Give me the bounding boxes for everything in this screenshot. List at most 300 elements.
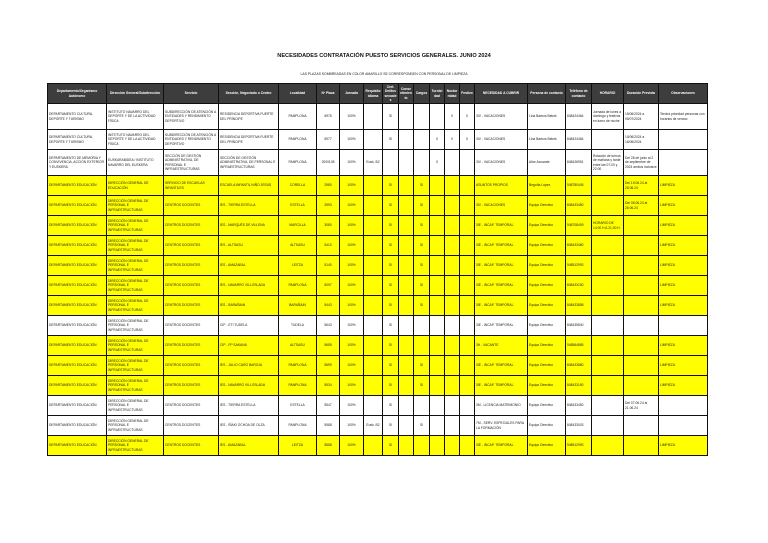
cell-workday: 100% bbox=[340, 236, 364, 256]
cell-holiday bbox=[460, 150, 475, 176]
cell-language-requirement bbox=[364, 396, 383, 416]
cell-night-work bbox=[445, 336, 460, 356]
cell-section-center: IES - NAVARRO VILLOSLADA bbox=[219, 376, 279, 396]
cell-section-center: IES - BARAÑAIN bbox=[219, 296, 279, 316]
column-header-directorate: Dirección General/Subdirección bbox=[107, 84, 164, 104]
cell-criminal-certificate: SI bbox=[383, 336, 399, 356]
cell-charges: SI bbox=[414, 276, 430, 296]
cell-locality: ESTELLA bbox=[279, 196, 317, 216]
cell-department: DEPARTAMENTO EDUCACIÓN bbox=[48, 316, 107, 336]
cell-department: DEPARTAMENTO EDUCACIÓN bbox=[48, 236, 107, 256]
cell-charges: SI bbox=[414, 376, 430, 396]
cell-holiday bbox=[460, 196, 475, 216]
cell-night-work bbox=[445, 356, 460, 376]
cell-need-to-cover: ASUNTOS PROPIOS bbox=[475, 176, 528, 196]
cell-shift-work bbox=[430, 376, 445, 396]
cell-locality: ALTSASU bbox=[279, 236, 317, 256]
cell-expected-duration bbox=[624, 336, 659, 356]
cell-service: CENTROS DOCENTES bbox=[164, 296, 219, 316]
table-row bbox=[48, 176, 708, 196]
table-row bbox=[48, 150, 708, 176]
cell-charges: SI bbox=[414, 296, 430, 316]
column-header-position-number: Nº Plaza bbox=[317, 84, 340, 104]
cell-contact-phone: 948780445 bbox=[566, 176, 592, 196]
cell-expected-duration bbox=[624, 416, 659, 436]
cell-contact-person: Equipo Directivo bbox=[528, 296, 566, 316]
cell-department: DEPARTAMENTO EDUCACIÓN bbox=[48, 336, 107, 356]
table-row bbox=[48, 296, 708, 316]
cell-schedule bbox=[592, 396, 624, 416]
cell-need-to-cover: 7M - SERV. ESPECIALES PARA LA FORMACIÓN bbox=[475, 416, 528, 436]
column-header-workday: Jornada bbox=[340, 84, 364, 104]
cell-section-center: IES - TIERRA ESTELLA bbox=[219, 396, 279, 416]
cell-expected-duration bbox=[624, 316, 659, 336]
cell-expected-duration bbox=[624, 356, 659, 376]
cell-workday: 100% bbox=[340, 130, 364, 150]
cell-charges bbox=[414, 130, 430, 150]
cell-holiday: X bbox=[460, 104, 475, 130]
cell-section-center: IES - JULIO CARO BAROJA bbox=[219, 356, 279, 376]
cell-directorate: DIRECCIÓN GENERAL DE PERSONAL E INFRAESTRUCTURAS bbox=[107, 236, 164, 256]
cell-expected-duration: 15/06/2024 a 16/06/2024 bbox=[624, 130, 659, 150]
cell-contact-person: Lina Barbos Bekek bbox=[528, 104, 566, 130]
cell-department: DEPARTAMENTO EDUCACIÓN bbox=[48, 196, 107, 216]
cell-charges: SI bbox=[414, 196, 430, 216]
cell-locality: PAMPLONA bbox=[279, 104, 317, 130]
cell-position-number: 5699 bbox=[317, 356, 340, 376]
cell-expected-duration bbox=[624, 276, 659, 296]
column-header-department: Departamento/Organismo Autónomo bbox=[48, 84, 107, 104]
table-row bbox=[48, 376, 708, 396]
cell-schedule: HORARIO DE 14:00 H A 21:30 H bbox=[592, 216, 624, 236]
cell-section-center: SECCIÓN DE GESTIÓN ADMINISTRATIVA, DE PERSONAL E INFRAESTRUCTURAS bbox=[219, 150, 279, 176]
table-row bbox=[48, 416, 708, 436]
cell-directorate: DIRECCIÓN GENERAL DE PERSONAL E INFRAESTRUCTURAS bbox=[107, 276, 164, 296]
cell-section-center: IES - TIERRA ESTELLA bbox=[219, 196, 279, 216]
column-header-night-work: Nocturnidad bbox=[445, 84, 460, 104]
cell-service: SUBDIRECCIÓN DE ATENCIÓN A ENTIDADES Y RENDIMIENTO DEPORTIVO bbox=[164, 130, 219, 150]
cell-position-number: 2993 bbox=[317, 196, 340, 216]
cell-holiday bbox=[460, 316, 475, 336]
cell-expected-duration bbox=[624, 436, 659, 456]
cell-criminal-certificate bbox=[383, 150, 399, 176]
cell-directorate: DIRECCIÓN GENERAL DE EDUCACIÓN bbox=[107, 176, 164, 196]
cell-criminal-certificate: SI bbox=[383, 316, 399, 336]
cell-criminal-certificate: SI bbox=[383, 416, 399, 436]
cell-shift-work: X bbox=[430, 130, 445, 150]
cell-need-to-cover: 3IE - INCAP. TEMPORAL bbox=[475, 296, 528, 316]
cell-workday: 100% bbox=[340, 104, 364, 130]
cell-language-requirement bbox=[364, 436, 383, 456]
cell-locality: PAMPLONA bbox=[279, 130, 317, 150]
cell-schedule bbox=[592, 376, 624, 396]
cell-contact-phone: 848426951 bbox=[566, 150, 592, 176]
cell-workday: 100% bbox=[340, 396, 364, 416]
cell-department: DEPARTAMENTO EDUCACIÓN bbox=[48, 176, 107, 196]
cell-expected-duration bbox=[624, 296, 659, 316]
cell-position-number: 5534 bbox=[317, 376, 340, 396]
cell-holiday bbox=[460, 296, 475, 316]
cell-charges bbox=[414, 150, 430, 176]
cell-department: DEPARTAMENTO CULTURA, DEPORTE Y TURISMO bbox=[48, 130, 107, 150]
cell-department: DEPARTAMENTO EDUCACIÓN bbox=[48, 376, 107, 396]
cell-position-number: 5547 bbox=[317, 396, 340, 416]
column-header-language-requirement: Requisito idioma bbox=[364, 84, 383, 104]
staffing-needs-table bbox=[47, 83, 708, 456]
column-header-service: Servicio bbox=[164, 84, 219, 104]
cell-language-requirement bbox=[364, 104, 383, 130]
cell-service: CENTROS DOCENTES bbox=[164, 436, 219, 456]
cell-charges: SI bbox=[414, 216, 430, 236]
cell-section-center: IES - ALTSASU bbox=[219, 236, 279, 256]
cell-language-requirement bbox=[364, 376, 383, 396]
cell-section-center: ESCUELA INFANTIL NIÑO JESÚS bbox=[219, 176, 279, 196]
cell-need-to-cover: 3IV - VACACIONES bbox=[475, 196, 528, 216]
cell-consent bbox=[399, 336, 414, 356]
document-title: NECESIDADES CONTRATACIÓN PUESTO SERVICIOS GENERALES. JUNIO 2024 bbox=[277, 53, 491, 59]
cell-contact-phone: 848424464 bbox=[566, 104, 592, 130]
table-row bbox=[48, 256, 708, 276]
cell-shift-work: X bbox=[430, 150, 445, 176]
cell-charges bbox=[414, 104, 430, 130]
cell-holiday bbox=[460, 396, 475, 416]
cell-charges: SI bbox=[414, 416, 430, 436]
cell-directorate: DIRECCIÓN GENERAL DE PERSONAL E INFRAESTRUCTURAS bbox=[107, 196, 164, 216]
cell-position-number: 5655 bbox=[317, 336, 340, 356]
table-row bbox=[48, 236, 708, 256]
cell-need-to-cover: 3M - LICENCIA MATRIMONIO bbox=[475, 396, 528, 416]
cell-expected-duration bbox=[624, 216, 659, 236]
cell-language-requirement bbox=[364, 236, 383, 256]
cell-schedule bbox=[592, 316, 624, 336]
cell-contact-phone: 848435840 bbox=[566, 316, 592, 336]
cell-directorate: DIRECCIÓN GENERAL DE PERSONAL E INFRAESTRUCTURAS bbox=[107, 216, 164, 236]
cell-contact-phone: 848433858 bbox=[566, 296, 592, 316]
cell-schedule bbox=[592, 176, 624, 196]
cell-criminal-certificate: SI bbox=[383, 436, 399, 456]
table-row bbox=[48, 216, 708, 236]
cell-language-requirement bbox=[364, 316, 383, 336]
cell-holiday bbox=[460, 376, 475, 396]
column-header-expected-duration: Duración Prevista bbox=[624, 84, 659, 104]
cell-position-number: 5588 bbox=[317, 416, 340, 436]
cell-criminal-certificate: SI bbox=[383, 176, 399, 196]
document-subtitle: LAS PLAZAS SOMBREADAS EN COLOR AMARILLO SE CORRESPONDEN CON PERSONAL DE LIMPIEZA bbox=[300, 72, 468, 76]
cell-contact-person: Equipo Directivo bbox=[528, 436, 566, 456]
cell-need-to-cover: 3IE - INCAP. TEMPORAL bbox=[475, 236, 528, 256]
cell-contact-phone: 848433150 bbox=[566, 376, 592, 396]
cell-locality: PAMPLONA bbox=[279, 356, 317, 376]
cell-night-work bbox=[445, 216, 460, 236]
cell-night-work bbox=[445, 416, 460, 436]
cell-language-requirement bbox=[364, 276, 383, 296]
cell-schedule bbox=[592, 296, 624, 316]
cell-contact-person: Begoña López bbox=[528, 176, 566, 196]
cell-holiday bbox=[460, 436, 475, 456]
cell-consent bbox=[399, 356, 414, 376]
cell-service: CENTROS DOCENTES bbox=[164, 396, 219, 416]
cell-night-work bbox=[445, 276, 460, 296]
cell-contact-phone: 848433480 bbox=[566, 236, 592, 256]
cell-holiday bbox=[460, 356, 475, 376]
table-row bbox=[48, 336, 708, 356]
cell-locality: LEITZA bbox=[279, 436, 317, 456]
cell-expected-duration bbox=[624, 236, 659, 256]
cell-expected-duration bbox=[624, 376, 659, 396]
cell-service: SERVICIO DE ESCUELAS INFANTILES bbox=[164, 176, 219, 196]
cell-section-center: RESIDENCIA DEPORTIVA FUERTE DEL PRÍNCIPE bbox=[219, 104, 279, 130]
cell-workday: 100% bbox=[340, 216, 364, 236]
cell-holiday bbox=[460, 216, 475, 236]
cell-locality: ALTSASU bbox=[279, 336, 317, 356]
cell-contact-person: Equipo Directivo bbox=[528, 316, 566, 336]
cell-directorate: DIRECCIÓN GENERAL DE PERSONAL E INFRAESTRUCTURAS bbox=[107, 396, 164, 416]
cell-need-to-cover: 3IV - VACACIONES bbox=[475, 104, 528, 130]
cell-night-work bbox=[445, 396, 460, 416]
cell-shift-work bbox=[430, 316, 445, 336]
cell-shift-work bbox=[430, 276, 445, 296]
cell-position-number: 3080 bbox=[317, 216, 340, 236]
cell-schedule bbox=[592, 416, 624, 436]
cell-contact-phone: 848424464 bbox=[566, 130, 592, 150]
cell-holiday bbox=[460, 236, 475, 256]
cell-directorate: DIRECCIÓN GENERAL DE PERSONAL E INFRAESTRUCTURAS bbox=[107, 436, 164, 456]
cell-holiday: X bbox=[460, 130, 475, 150]
cell-section-center: IES - AMAZABAL bbox=[219, 256, 279, 276]
table-row bbox=[48, 276, 708, 296]
cell-position-number: 2980 bbox=[317, 176, 340, 196]
cell-contact-person: Equipo Directivo bbox=[528, 216, 566, 236]
cell-service: CENTROS DOCENTES bbox=[164, 356, 219, 376]
cell-need-to-cover: 3IE - INCAP. TEMPORAL bbox=[475, 316, 528, 336]
cell-workday: 100% bbox=[340, 150, 364, 176]
cell-schedule: Jornada de lunes a domingo y festivos en turno de noche bbox=[592, 104, 624, 130]
cell-language-requirement bbox=[364, 196, 383, 216]
cell-criminal-certificate: SI bbox=[383, 236, 399, 256]
cell-contact-person: Equipo Directivo bbox=[528, 236, 566, 256]
cell-expected-duration: Del 05.06.24 al 28.06.24 bbox=[624, 196, 659, 216]
cell-need-to-cover: 3IE - INCAP. TEMPORAL bbox=[475, 436, 528, 456]
cell-schedule bbox=[592, 236, 624, 256]
cell-observations: LIMPIEZA bbox=[659, 336, 708, 356]
cell-schedule: Rotación de turnos de mañana y tarde entre las 07:00 y 22:00 bbox=[592, 150, 624, 176]
cell-observations: LIMPIEZA bbox=[659, 236, 708, 256]
cell-contact-phone: 848433150 bbox=[566, 276, 592, 296]
cell-contact-person: Aitor Azcarate bbox=[528, 150, 566, 176]
cell-charges bbox=[414, 336, 430, 356]
cell-locality: PAMPLONA bbox=[279, 416, 317, 436]
cell-contact-phone: 848433880 bbox=[566, 356, 592, 376]
cell-shift-work bbox=[430, 216, 445, 236]
cell-shift-work bbox=[430, 196, 445, 216]
cell-holiday bbox=[460, 416, 475, 436]
cell-section-center: CIP - FP SAKANA bbox=[219, 336, 279, 356]
cell-locality: PAMPLONA bbox=[279, 376, 317, 396]
cell-consent bbox=[399, 104, 414, 130]
cell-contact-phone: 848433450 bbox=[566, 396, 592, 416]
cell-position-number: 5643 bbox=[317, 316, 340, 336]
cell-directorate: DIRECCIÓN GENERAL DE PERSONAL E INFRAESTRUCTURAS bbox=[107, 336, 164, 356]
cell-department: DEPARTAMENTO EDUCACIÓN bbox=[48, 216, 107, 236]
cell-department: DEPARTAMENTO CULTURA, DEPORTE Y TURISMO bbox=[48, 104, 107, 130]
cell-contact-person: Equipo Directivo bbox=[528, 376, 566, 396]
cell-charges: SI bbox=[414, 236, 430, 256]
cell-directorate: DIRECCIÓN GENERAL DE PERSONAL E INFRAESTRUCTURAS bbox=[107, 416, 164, 436]
cell-observations bbox=[659, 316, 708, 336]
cell-schedule bbox=[592, 130, 624, 150]
cell-criminal-certificate: SI bbox=[383, 356, 399, 376]
cell-language-requirement bbox=[364, 296, 383, 316]
table-row bbox=[48, 396, 708, 416]
column-header-schedule: HORARIO bbox=[592, 84, 624, 104]
cell-workday: 100% bbox=[340, 436, 364, 456]
cell-shift-work bbox=[430, 356, 445, 376]
cell-department: DEPARTAMENTO EDUCACIÓN bbox=[48, 416, 107, 436]
cell-schedule bbox=[592, 196, 624, 216]
cell-need-to-cover: 3IE - INCAP. TEMPORAL bbox=[475, 256, 528, 276]
cell-night-work bbox=[445, 296, 460, 316]
cell-section-center: IES - AMAZABAL bbox=[219, 436, 279, 456]
cell-criminal-certificate: SI bbox=[383, 130, 399, 150]
cell-consent bbox=[399, 316, 414, 336]
cell-criminal-certificate: SI bbox=[383, 256, 399, 276]
cell-service: CENTROS DOCENTES bbox=[164, 336, 219, 356]
table-header-row bbox=[48, 84, 708, 104]
column-header-charges: Cargos bbox=[414, 84, 430, 104]
cell-locality: TUDELA bbox=[279, 316, 317, 336]
cell-service: SUBDIRECCIÓN DE ATENCIÓN A ENTIDADES Y RENDIMIENTO DEPORTIVO bbox=[164, 104, 219, 130]
cell-need-to-cover: 3IE - INCAP. TEMPORAL bbox=[475, 356, 528, 376]
cell-directorate: DIRECCIÓN GENERAL DE PERSONAL E INFRAESTRUCTURAS bbox=[107, 356, 164, 376]
cell-need-to-cover: 3IE - INCAP. TEMPORAL bbox=[475, 376, 528, 396]
cell-consent bbox=[399, 276, 414, 296]
cell-section-center: IES - NAVARRO VILLOSLADA bbox=[219, 276, 279, 296]
cell-directorate: DIRECCIÓN GENERAL DE PERSONAL E INFRAESTRUCTURAS bbox=[107, 256, 164, 276]
cell-shift-work bbox=[430, 416, 445, 436]
cell-criminal-certificate: SI bbox=[383, 216, 399, 236]
cell-observations: LIMPIEZA bbox=[659, 296, 708, 316]
cell-night-work bbox=[445, 256, 460, 276]
cell-holiday bbox=[460, 336, 475, 356]
cell-workday: 100% bbox=[340, 196, 364, 216]
cell-need-to-cover: 3H - VACANTE bbox=[475, 336, 528, 356]
cell-service: CENTROS DOCENTES bbox=[164, 236, 219, 256]
cell-position-number: 5443 bbox=[317, 296, 340, 316]
cell-section-center: IES - MARQUÉS DE VILLENA bbox=[219, 216, 279, 236]
cell-position-number: 6977 bbox=[317, 130, 340, 150]
column-header-observations: Observaciones bbox=[659, 84, 708, 104]
cell-consent bbox=[399, 130, 414, 150]
cell-observations: LIMPIEZA bbox=[659, 356, 708, 376]
cell-consent bbox=[399, 436, 414, 456]
cell-night-work: X bbox=[445, 104, 460, 130]
cell-charges bbox=[414, 396, 430, 416]
cell-consent bbox=[399, 396, 414, 416]
cell-shift-work bbox=[430, 256, 445, 276]
cell-position-number: 5558 bbox=[317, 436, 340, 456]
column-header-criminal-certificate: Cert. Delitos sexuales bbox=[384, 85, 397, 102]
cell-criminal-certificate: SI bbox=[383, 396, 399, 416]
cell-directorate: DIRECCIÓN GENERAL DE PERSONAL E INFRAESTRUCTURAS bbox=[107, 316, 164, 336]
cell-shift-work bbox=[430, 236, 445, 256]
cell-schedule bbox=[592, 436, 624, 456]
cell-consent bbox=[399, 416, 414, 436]
cell-night-work bbox=[445, 176, 460, 196]
cell-contact-person: Equipo Directivo bbox=[528, 276, 566, 296]
cell-observations: LIMPIEZA bbox=[659, 176, 708, 196]
cell-criminal-certificate: SI bbox=[383, 376, 399, 396]
cell-contact-phone: 848433003 bbox=[566, 416, 592, 436]
cell-observations: Tendrá prioridad personas con horarios de verano bbox=[659, 104, 708, 130]
cell-directorate: DIRECCIÓN GENERAL DE PERSONAL E INFRAESTRUCTURAS bbox=[107, 296, 164, 316]
column-header-consent: Consentimiento bbox=[399, 84, 414, 104]
cell-section-center: RESIDENCIA DEPORTIVA FUERTE DEL PRÍNCIPE bbox=[219, 130, 279, 150]
cell-consent bbox=[399, 196, 414, 216]
cell-charges: SI bbox=[414, 256, 430, 276]
cell-schedule bbox=[592, 256, 624, 276]
cell-contact-phone: 948564865 bbox=[566, 336, 592, 356]
cell-locality: CORELLA bbox=[279, 176, 317, 196]
cell-charges: SI bbox=[414, 176, 430, 196]
cell-criminal-certificate: SI bbox=[383, 196, 399, 216]
cell-workday: 100% bbox=[340, 356, 364, 376]
column-header-contact-person: Persona de contacto bbox=[528, 84, 566, 104]
cell-schedule bbox=[592, 276, 624, 296]
cell-position-number: 5140 bbox=[317, 256, 340, 276]
cell-contact-person: Equipo Directivo bbox=[528, 196, 566, 216]
cell-workday: 100% bbox=[340, 336, 364, 356]
cell-workday: 100% bbox=[340, 276, 364, 296]
cell-expected-duration: Del 28 de junio al 2 de septiembre de 2024 ambos inclusive bbox=[624, 150, 659, 176]
cell-contact-phone: 948512993 bbox=[566, 436, 592, 456]
cell-observations: LIMPIEZA bbox=[659, 436, 708, 456]
column-header-contact-phone: Teléfono de contacto bbox=[566, 84, 592, 104]
column-header-section-center: Sección, Negociado o Centro bbox=[219, 84, 279, 104]
cell-observations: LIMPIEZA bbox=[659, 276, 708, 296]
cell-contact-phone: 848433450 bbox=[566, 196, 592, 216]
cell-directorate: INSTITUTO NAVARRO DEL DEPORTE Y DE LA ACTIVIDAD FÍSICA bbox=[107, 130, 164, 150]
cell-section-center: IES - IÑAKI OCHOA DE OLZA bbox=[219, 416, 279, 436]
cell-holiday bbox=[460, 176, 475, 196]
cell-observations bbox=[659, 150, 708, 176]
cell-workday: 100% bbox=[340, 376, 364, 396]
cell-department: DEPARTAMENTO EDUCACIÓN bbox=[48, 396, 107, 416]
cell-contact-person: Equipo Directivo bbox=[528, 396, 566, 416]
cell-section-center: CIP - ETI TUDELA bbox=[219, 316, 279, 336]
cell-night-work bbox=[445, 316, 460, 336]
table-row bbox=[48, 356, 708, 376]
cell-service: CENTROS DOCENTES bbox=[164, 256, 219, 276]
cell-shift-work bbox=[430, 104, 445, 130]
cell-workday: 100% bbox=[340, 296, 364, 316]
cell-workday: 100% bbox=[340, 316, 364, 336]
cell-expected-duration: Del 07.06.24 al 21.06.24 bbox=[624, 396, 659, 416]
column-header-holiday: Festivo bbox=[460, 84, 475, 104]
cell-contact-person: Lina Barbos Bekek bbox=[528, 130, 566, 150]
cell-criminal-certificate: SI bbox=[383, 296, 399, 316]
cell-shift-work bbox=[430, 336, 445, 356]
cell-workday: 100% bbox=[340, 416, 364, 436]
cell-observations: LIMPIEZA bbox=[659, 256, 708, 276]
cell-expected-duration: Del 19.06.24 al 28.06.24 bbox=[624, 176, 659, 196]
cell-need-to-cover: 3IE - INCAP. TEMPORAL bbox=[475, 276, 528, 296]
cell-department: DEPARTAMENTO EDUCACIÓN bbox=[48, 256, 107, 276]
cell-charges bbox=[414, 436, 430, 456]
table-row bbox=[48, 104, 708, 130]
cell-position-number: 5097 bbox=[317, 276, 340, 296]
cell-charges bbox=[414, 316, 430, 336]
cell-observations bbox=[659, 416, 708, 436]
